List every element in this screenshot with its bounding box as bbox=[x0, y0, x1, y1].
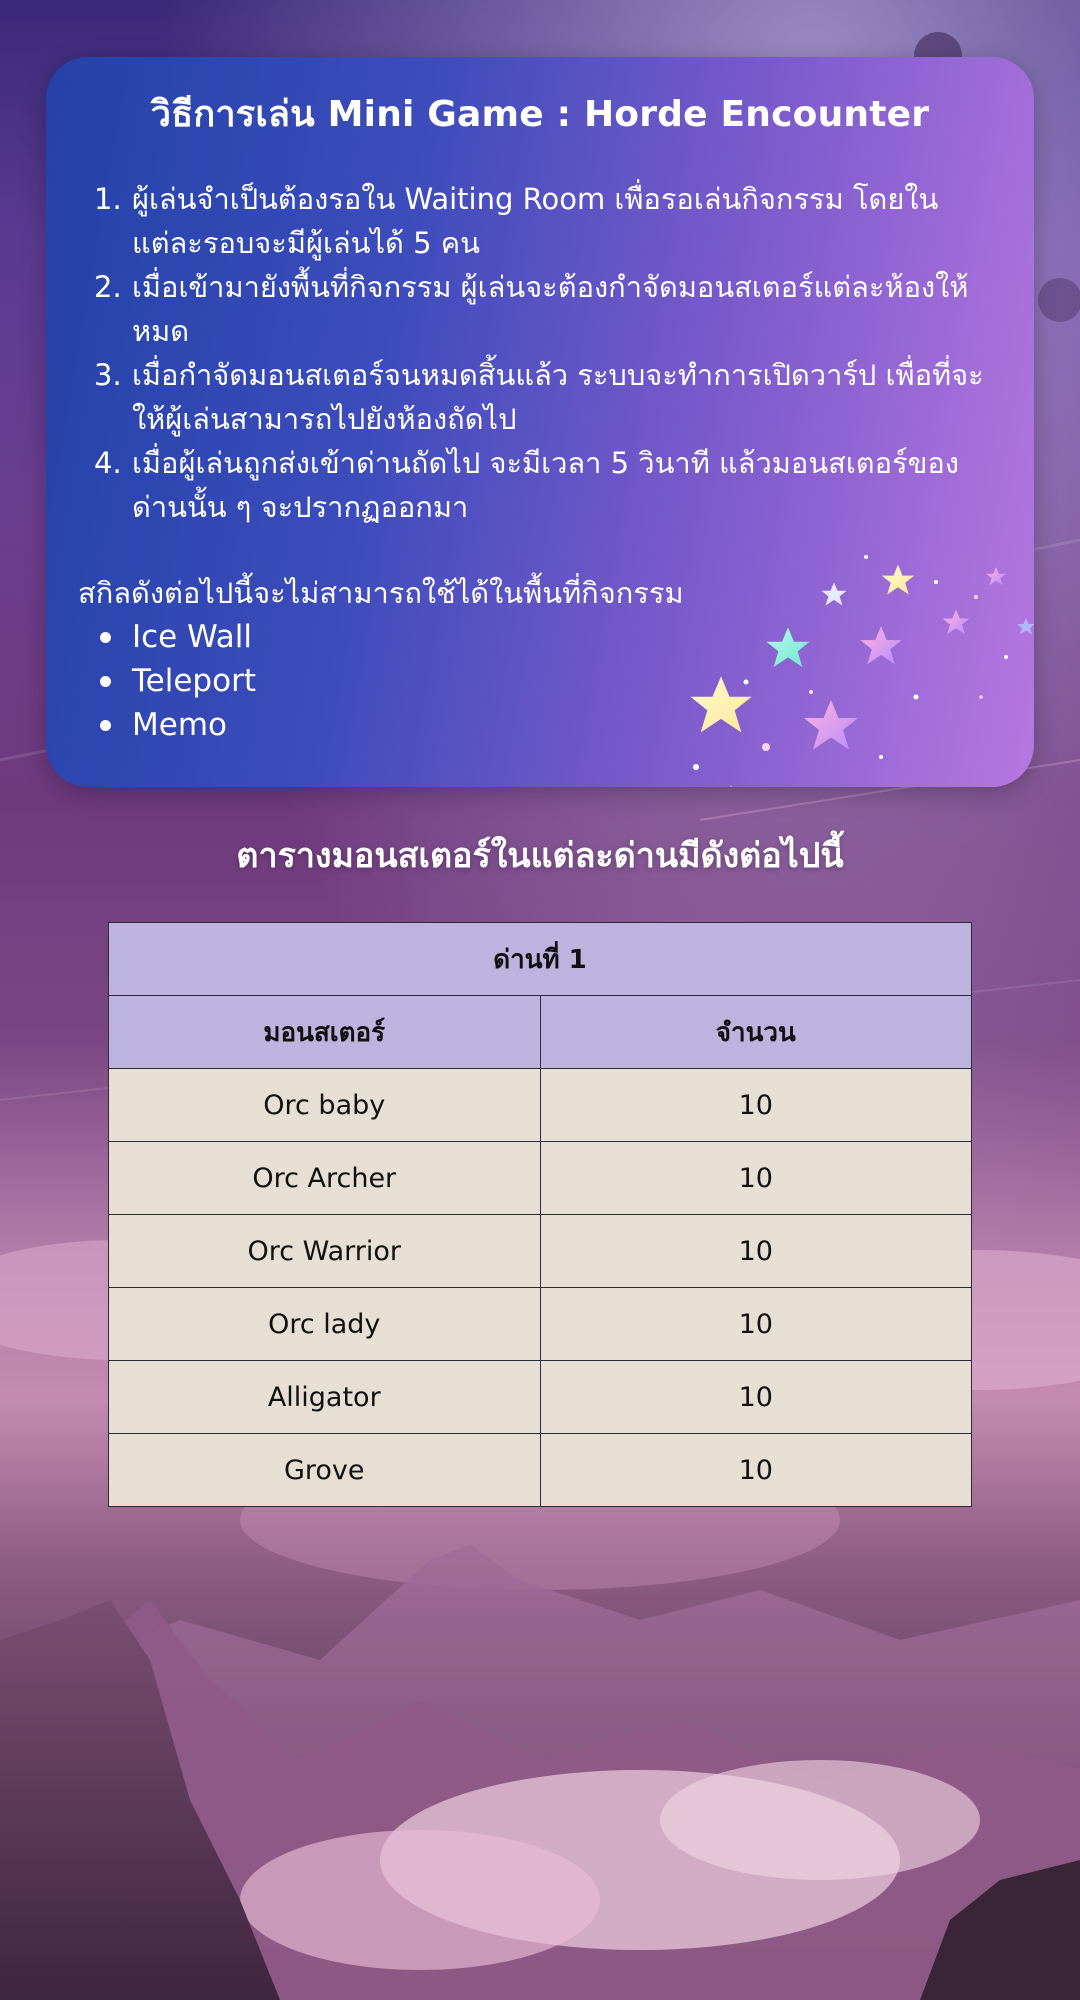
skill-name: Memo bbox=[132, 707, 227, 743]
step-text-line: ด่านนั้น ๆ จะปรากฏออกมา bbox=[132, 490, 469, 524]
monster-table-title: ตารางมอนสเตอร์ในแต่ละด่านมีดังต่อไปนี้ bbox=[236, 836, 844, 876]
step-text-line: เมื่อเข้ามายังพื้นที่กิจกรรม ผู้เล่นจะต้องกำจัดมอนสเตอร์แต่ละห้องให้ bbox=[132, 270, 969, 304]
table-row bbox=[109, 1361, 972, 1434]
monster-amount-cell: 10 bbox=[540, 1434, 972, 1507]
step-item bbox=[94, 265, 1024, 353]
monster-amount-cell: 10 bbox=[540, 1069, 972, 1142]
table-row bbox=[109, 1434, 972, 1507]
how-to-play-steps bbox=[94, 177, 1024, 529]
monster-amount-cell: 10 bbox=[540, 1142, 972, 1215]
step-text-line: เมื่อกำจัดมอนสเตอร์จนหมดสิ้นแล้ว ระบบจะทำการเปิดวาร์ป เพื่อที่จะ bbox=[132, 358, 984, 392]
how-to-play-title: วิธีการเล่น Mini Game : Horde Encounter bbox=[150, 94, 930, 135]
table-row bbox=[109, 1215, 972, 1288]
table-row bbox=[109, 1288, 972, 1361]
column-header-amount: จำนวน bbox=[540, 996, 972, 1069]
step-number: 4. bbox=[94, 446, 122, 480]
monster-name-cell: Orc baby bbox=[109, 1069, 541, 1142]
stage-header: ด่านที่ 1 bbox=[109, 923, 972, 996]
how-to-play-card bbox=[46, 57, 1034, 787]
monster-amount-cell: 10 bbox=[540, 1215, 972, 1288]
step-text-line: หมด bbox=[132, 314, 190, 348]
skill-item bbox=[96, 615, 256, 659]
monster-amount-cell: 10 bbox=[540, 1288, 972, 1361]
skill-name: Ice Wall bbox=[132, 619, 253, 655]
step-text-line: ผู้เล่นจำเป็นต้องรอใน Waiting Room เพื่อรอเล่นกิจกรรม โดยใน bbox=[132, 182, 939, 216]
bullet-icon bbox=[100, 676, 111, 687]
step-item bbox=[94, 177, 1024, 265]
bullet-icon bbox=[100, 720, 111, 731]
monster-name-cell: Orc lady bbox=[109, 1288, 541, 1361]
stage-header-row bbox=[109, 923, 972, 996]
bullet-icon bbox=[100, 632, 111, 643]
monster-name-cell: Grove bbox=[109, 1434, 541, 1507]
column-header-monster: มอนสเตอร์ bbox=[109, 996, 541, 1069]
step-number: 2. bbox=[94, 270, 122, 304]
table-row bbox=[109, 1142, 972, 1215]
stars-decoration-icon bbox=[636, 497, 1034, 787]
monster-table bbox=[108, 922, 972, 1507]
step-number: 1. bbox=[94, 182, 122, 216]
disabled-skills-heading: สกิลดังต่อไปนี้จะไม่สามารถใช้ได้ในพื้นที่กิจกรรม bbox=[78, 576, 684, 610]
step-item bbox=[94, 353, 1024, 441]
skill-name: Teleport bbox=[132, 663, 256, 699]
column-header-row bbox=[109, 996, 972, 1069]
step-text-line: เมื่อผู้เล่นถูกส่งเข้าด่านถัดไป จะมีเวลา 5 วินาที แล้วมอนสเตอร์ของ bbox=[132, 446, 959, 480]
step-text-line: แต่ละรอบจะมีผู้เล่นได้ 5 คน bbox=[132, 226, 480, 260]
monster-name-cell: Alligator bbox=[109, 1361, 541, 1434]
step-text-line: ให้ผู้เล่นสามารถไปยังห้องถัดไป bbox=[132, 402, 517, 436]
monster-amount-cell: 10 bbox=[540, 1361, 972, 1434]
monster-name-cell: Orc Archer bbox=[109, 1142, 541, 1215]
disabled-skills-list bbox=[96, 615, 256, 747]
skill-item bbox=[96, 703, 256, 747]
step-number: 3. bbox=[94, 358, 122, 392]
table-row bbox=[109, 1069, 972, 1142]
monster-name-cell: Orc Warrior bbox=[109, 1215, 541, 1288]
skill-item bbox=[96, 659, 256, 703]
